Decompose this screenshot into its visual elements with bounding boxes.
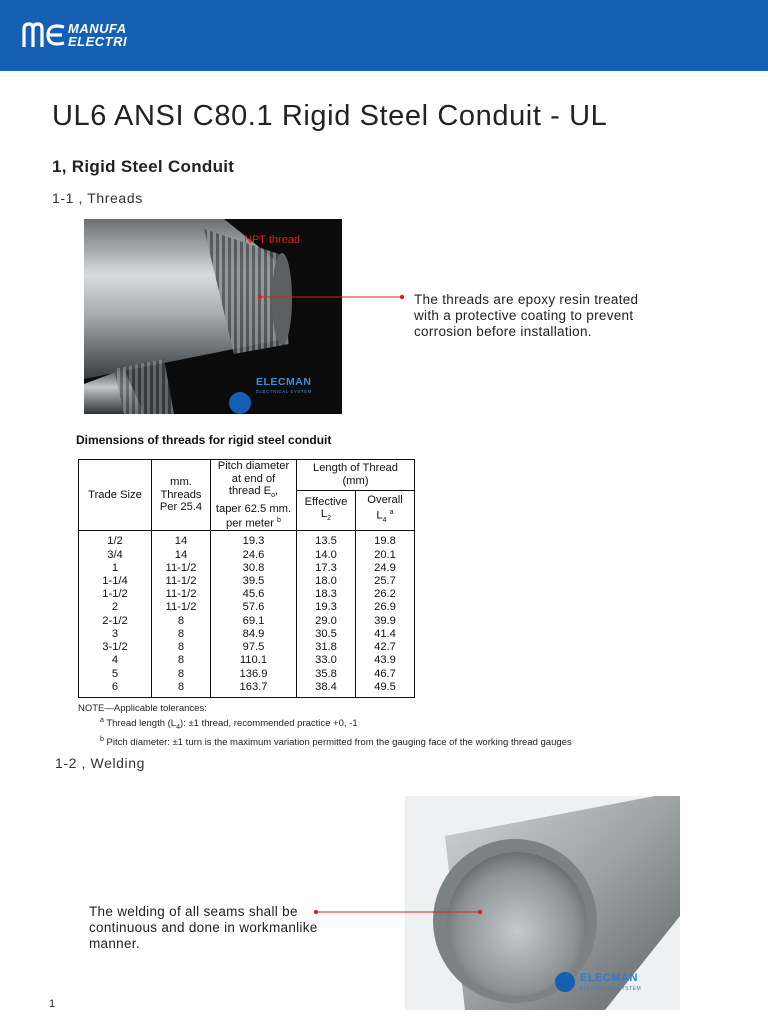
table-cell-threads: 11-1/2 (165, 575, 197, 588)
photo-brand-sub: ELECTRICAL SYSTEM (256, 389, 312, 394)
header-bar (0, 0, 768, 71)
table-cell-pitch: 69.1 (242, 614, 265, 627)
table-cell-overall: 41.4 (374, 627, 396, 640)
table-cell-pitch: 30.8 (242, 561, 265, 574)
photo2-brand-sub: ELECTRICAL SYSTEM (580, 986, 642, 992)
section-heading: 1, Rigid Steel Conduit (52, 157, 235, 176)
column-trade-size (79, 531, 152, 697)
photo2-brand: ELECMAN (580, 972, 638, 984)
brand-line-1: MANUFA (68, 21, 127, 36)
company-logo-icon (22, 21, 66, 49)
threads-dimension-table (78, 459, 415, 698)
header-effective: Effective $L_2$ (297, 490, 356, 531)
table-cell-threads: 8 (177, 614, 185, 627)
table-cell-overall: 49.5 (374, 680, 396, 693)
table-cell-overall: 43.9 (374, 654, 396, 667)
brand-line-2: ELECTRI (68, 34, 128, 49)
note-a: $^a$ Thread length $(L_4)$: ±1 thread, recommended practice +0, -1 (100, 717, 358, 732)
photo-brand: ELECMAN (256, 376, 312, 388)
table-cell-pitch: 57.6 (242, 601, 265, 614)
table-cell-effective: 31.8 (315, 641, 337, 654)
table-cell-size: 2 (111, 601, 119, 614)
note-b: $^b$ Pitch diameter: ±1 turn is the maximum variation permitted from the gauging face of the working thread gauges (100, 736, 572, 749)
table-cell-pitch: 39.5 (242, 575, 265, 588)
table-cell-pitch: 163.7 (239, 680, 268, 693)
table-cell-size: 5 (111, 667, 119, 680)
table-cell-threads: 8 (177, 641, 185, 654)
table-cell-threads: 8 (177, 627, 185, 640)
elecman-logo-icon (229, 392, 251, 414)
header-threads: mm. Threads Per 25.4 (152, 460, 211, 531)
table-cell-size: 2-1/2 (102, 614, 128, 627)
table-cell-size: 3/4 (107, 548, 123, 561)
table-cell-pitch: 110.1 (239, 654, 268, 667)
table-cell-pitch: 136.9 (239, 667, 268, 680)
threads-photo (84, 219, 342, 414)
table-notes (78, 703, 572, 749)
table-cell-pitch: 97.5 (242, 641, 265, 654)
table-cell-effective: 35.8 (315, 667, 337, 680)
table-cell-overall: 39.9 (374, 614, 396, 627)
table-cell-size: 1 (111, 561, 119, 574)
table-cell-size: 6 (111, 680, 119, 693)
table-cell-effective: 13.5 (315, 535, 337, 548)
table-cell-overall: 25.7 (374, 575, 396, 588)
table-caption: Dimensions of threads for rigid steel conduit (76, 433, 332, 447)
table-cell-size: 3 (111, 627, 119, 640)
table-cell-threads: 11-1/2 (165, 588, 197, 601)
table-cell-threads: 8 (177, 680, 185, 693)
table-cell-effective: 30.5 (315, 627, 337, 640)
subheading-threads: 1-1 , Threads (52, 190, 143, 206)
table-cell-effective: 38.4 (315, 680, 337, 693)
conduit-welding-illustration (405, 796, 680, 1010)
table-cell-threads: 8 (177, 654, 185, 667)
table-cell-threads: 14 (174, 535, 188, 548)
table-cell-threads: 8 (177, 667, 185, 680)
header-length-of-thread: Length of Thread (mm) (297, 460, 415, 491)
table-cell-size: 4 (111, 654, 119, 667)
table-cell-overall: 42.7 (374, 641, 396, 654)
table-cell-overall: 26.9 (374, 601, 396, 614)
table-cell-size: 1-1/2 (102, 588, 128, 601)
table-cell-effective: 17.3 (315, 561, 337, 574)
subheading-welding: 1-2 , Welding (55, 755, 146, 771)
welding-photo (405, 796, 680, 1010)
npt-thread-label: NPT thread (244, 234, 301, 246)
table-cell-effective: 18.0 (315, 575, 337, 588)
header-trade-size: Trade Size (79, 460, 152, 531)
table-cell-effective: 18.3 (315, 588, 337, 601)
table-cell-size: 1-1/4 (102, 575, 128, 588)
table-cell-effective: 29.0 (315, 614, 337, 627)
table-cell-overall: 26.2 (374, 588, 396, 601)
table-cell-pitch: 19.3 (242, 535, 265, 548)
table-cell-pitch: 24.6 (242, 548, 265, 561)
page-number: 1 (49, 998, 56, 1010)
table-cell-threads: 11-1/2 (165, 561, 197, 574)
header-overall: Overall $L_4$ $^a$ (356, 490, 415, 531)
table-cell-effective: 33.0 (315, 654, 337, 667)
threads-callout-text: The threads are epoxy resin treated with a protective coating to prevent corrosion before installation. (414, 292, 639, 339)
table-cell-threads: 14 (174, 548, 188, 561)
header-pitch-diameter: Pitch diameter at end of thread $E_o$, taper 62.5 mm. per meter $^b$ (211, 460, 297, 531)
page-title: UL6 ANSI C80.1 Rigid Steel Conduit - UL (52, 100, 608, 132)
table-cell-pitch: 45.6 (242, 588, 265, 601)
table-body-row (79, 531, 415, 697)
column-overall (356, 531, 415, 697)
table-cell-size: 3-1/2 (102, 641, 128, 654)
table-cell-effective: 14.0 (315, 548, 337, 561)
table-cell-threads: 11-1/2 (165, 601, 197, 614)
elecman-logo-icon (555, 972, 575, 992)
table-cell-effective: 19.3 (315, 601, 337, 614)
welding-callout-text: The welding of all seams shall be continuous and done in workmanlike manner. (89, 904, 318, 951)
table-cell-overall: 20.1 (374, 548, 396, 561)
table-cell-pitch: 84.9 (242, 627, 265, 640)
note-title: NOTE—Applicable tolerances: (78, 703, 207, 714)
column-pitch (211, 531, 297, 697)
welding-callout-line (312, 905, 492, 919)
brand-name (68, 22, 127, 48)
table-cell-overall: 19.8 (374, 535, 396, 548)
table-cell-overall: 46.7 (374, 667, 396, 680)
column-effective (297, 531, 356, 697)
threads-callout-line (250, 290, 410, 304)
table-cell-overall: 24.9 (374, 561, 396, 574)
table-cell-size: 1/2 (107, 535, 123, 548)
column-threads (152, 531, 211, 697)
